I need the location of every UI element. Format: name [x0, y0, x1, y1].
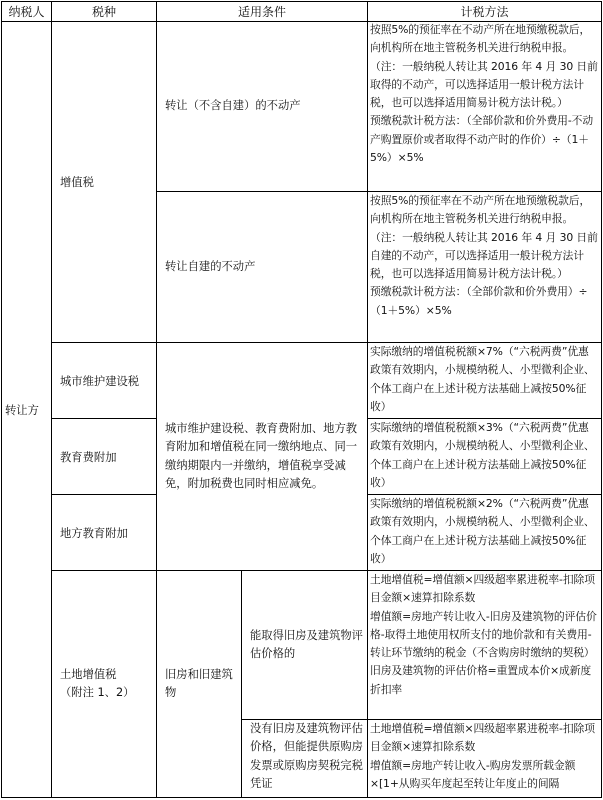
tax-type-land-vat	[52, 571, 156, 797]
land-vat-method-2	[370, 720, 601, 797]
header-taxpayer: 纳税人	[8, 5, 45, 19]
surcharge-method-2	[370, 419, 601, 494]
method-paragraph: 预缴税款计税方法：（全部价款和价外费用）÷（1＋5%）×5%	[370, 285, 588, 317]
method-paragraph: 增值额=房地产转让收入-购房发票所载金额×[1+从购买年度起至转让年度止的间隔	[370, 758, 576, 790]
condition-text: 转让（不含自建）的不动产	[165, 99, 301, 113]
header-tax-type: 税种	[91, 5, 116, 19]
method-paragraph: 实际缴纳的增值税税额×2%（“六税两费”优惠政策有效期内，小规模纳税人、小型微利企业、个体工商户在上述计税方法基础上减按50%征收）	[370, 497, 595, 565]
tax-type-label: 增值税	[60, 176, 94, 189]
header-method: 计税方法	[460, 5, 509, 19]
vat-condition-2	[157, 192, 367, 342]
land-vat-condition-2	[242, 720, 367, 797]
tax-type-label: 土地增值税	[60, 667, 117, 681]
category-text: 旧房和旧建筑物	[165, 667, 233, 699]
method-paragraph: 土地增值税=增值额×四级超率累进税率-扣除项目金额×速算扣除系数	[370, 573, 595, 605]
condition-text: 能取得旧房及建筑物评估价格的	[250, 628, 363, 660]
tax-type-label: 地方教育附加	[60, 526, 128, 540]
land-vat-category	[157, 571, 241, 797]
grid-line	[367, 1, 368, 798]
tax-type-local-education-surcharge	[52, 495, 156, 570]
tax-type-education-surcharge	[52, 419, 156, 494]
tax-table	[1, 1, 602, 798]
tax-type-label: 城市维护建设税	[60, 374, 140, 388]
condition-text: 城市维护建设税、教育费附加、地方教育附加和增值税在同一缴纳地点、同一缴纳期限内一并缴纳，增值税享受减免，附加税费也同时相应减免。	[165, 421, 358, 490]
surcharge-method-1	[370, 343, 601, 418]
method-paragraph: 按照5%的预征率在不动产所在地预缴税款后，向机构所在地主管税务机关进行纳税申报。（注：一般纳税人转让其 2016 年 4 月 30 日前自建的不动产，可以选择适用一般计税方法计税，也可以选择适用简易计税方法计税。）	[370, 194, 598, 281]
method-paragraph: 实际缴纳的增值税税额×3%（“六税两费”优惠政策有效期内，小规模纳税人、小型微利企业、个体工商户在上述计税方法基础上减按50%征收）	[370, 421, 595, 489]
method-paragraph: 旧房及建筑物的评估价格=重置成本价×成新度折扣率	[370, 664, 592, 696]
method-paragraph: 实际缴纳的增值税税额×7%（“六税两费”优惠政策有效期内，小规模纳税人、小型微利企业、个体工商户在上述计税方法基础上减按50%征收）	[370, 345, 595, 413]
vat-method-2	[370, 192, 601, 342]
grid-line	[601, 1, 602, 798]
method-paragraph: 增值额=房地产转让收入-旧房及建筑物的评估价格-取得土地使用权所支付的地价款和有关费用-转让环节缴纳的税金（不含购房时缴纳的契税）	[370, 609, 597, 660]
tax-type-label: 教育费附加	[60, 450, 117, 464]
grid-line	[1, 797, 602, 798]
condition-text: 转让自建的不动产	[165, 259, 256, 273]
tax-type-vat	[52, 22, 156, 342]
method-paragraph: 预缴税款计税方法：（全部价款和价外费用-不动产购置原价或者取得不动产时的作价）÷（1＋5%）×5%	[370, 114, 594, 165]
method-paragraph: 按照5%的预征率在不动产所在地预缴税款后，向机构所在地主管税务机关进行纳税申报。（注：一般纳税人转让其 2016 年 4 月 30 日前取得的不动产，可以选择适用一般计税方法计税，也可以选择适用简易计税方法计税。）	[370, 23, 598, 110]
method-paragraph: 土地增值税=增值额×四级超率累进税率-扣除项目金额×速算扣除系数	[370, 722, 595, 754]
surcharge-method-3	[370, 495, 601, 570]
taxpayer-label: 转让方	[5, 403, 39, 417]
land-vat-method-1	[370, 571, 601, 719]
condition-text: 没有旧房及建筑物评估价格，但能提供原购房发票或原购房契税完税凭证	[250, 722, 363, 791]
vat-condition-1	[157, 22, 367, 191]
tax-type-note: （附注 1、2）	[60, 686, 135, 699]
header-conditions: 适用条件	[237, 5, 286, 19]
tax-type-urban-maintenance	[52, 343, 156, 418]
land-vat-condition-1	[242, 571, 367, 719]
surcharge-condition	[157, 343, 367, 570]
taxpayer-cell	[2, 22, 51, 797]
vat-method-1	[370, 3, 601, 191]
